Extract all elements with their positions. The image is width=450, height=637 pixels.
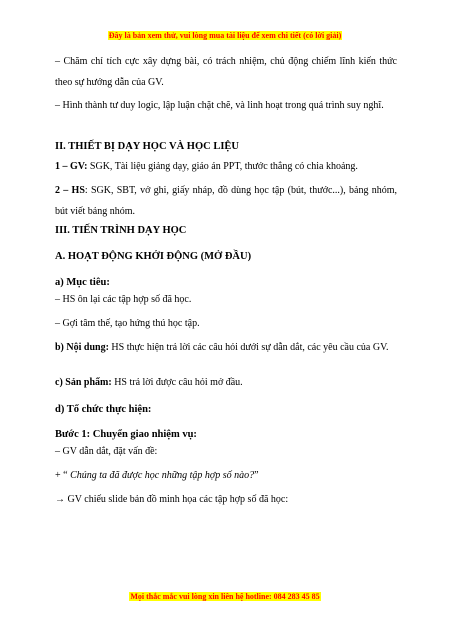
question-text: Chúng ta đã được học những tập hợp số nào? [67,470,255,481]
heading-section-3: III. TIẾN TRÌNH DẠY HỌC [55,225,187,236]
paragraph-student-equipment [55,180,397,222]
teacher-equipment-text: SGK, Tài liệu giảng dạy, giáo án PPT, thước thẳng có chia khoảng. [87,161,358,172]
objective-item-1: – HS ôn lại các tập hợp số đã học. [55,294,192,305]
content-text: HS thực hiện trả lời các câu hỏi dưới sự dẫn dắt, các yêu cầu của GV. [108,342,389,353]
student-label: 2 – HS [55,185,85,196]
content-label: b) Nội dung: [55,342,109,353]
heading-organization: d) Tổ chức thực hiện: [55,404,152,415]
heading-objectives: a) Mục tiêu: [55,277,110,288]
teacher-label: 1 – GV: [55,161,88,172]
question-open-quote: + “ [55,470,68,481]
paragraph-product [55,372,397,393]
footer-banner-text: Mọi thắc mắc vui lòng xin liên hệ hotline: 084 283 45 85 [130,592,320,601]
step-item-lead-in: – GV dẫn dắt, đặt vấn đề: [55,446,158,457]
heading-step-1: Bước 1: Chuyển giao nhiệm vụ: [55,429,197,440]
product-text: HS trả lời được câu hỏi mở đầu. [111,377,243,388]
paragraph-teacher-equipment [55,156,397,177]
footer-hotline-banner [0,586,450,604]
objective-item-2: – Gợi tâm thế, tạo hứng thú học tập. [55,318,200,329]
header-preview-banner [0,25,450,43]
paragraph-content [55,337,397,358]
header-banner-text: Đây là bản xem thử, vui lòng mua tài liệu để xem chi tiết (có lời giải) [108,31,342,40]
paragraph-thinking: – Hình thành tư duy logic, lập luận chặt chẽ, và linh hoạt trong quá trình suy nghĩ. [55,100,384,111]
paragraph-attitude: – Chăm chỉ tích cực xây dựng bài, có trách nhiệm, chủ động chiếm lĩnh kiến thức theo sự hướng dẫn của GV. [55,56,397,88]
question-close-quote: ” [254,470,259,481]
step-item-slide: → GV chiếu slide bản đồ minh họa các tập hợp số đã học: [55,494,289,505]
heading-part-a: A. HOẠT ĐỘNG KHỞI ĐỘNG (MỞ ĐẦU) [55,251,252,262]
step-item-question [55,465,397,486]
student-equipment-text: : SGK, SBT, vở ghi, giấy nháp, đồ dùng học tập (bút, thước...), bảng nhóm, bút viết bảng nhóm. [55,185,398,217]
heading-section-2: II. THIẾT BỊ DẠY HỌC VÀ HỌC LIỆU [55,141,239,152]
product-label: c) Sản phẩm: [55,377,112,388]
